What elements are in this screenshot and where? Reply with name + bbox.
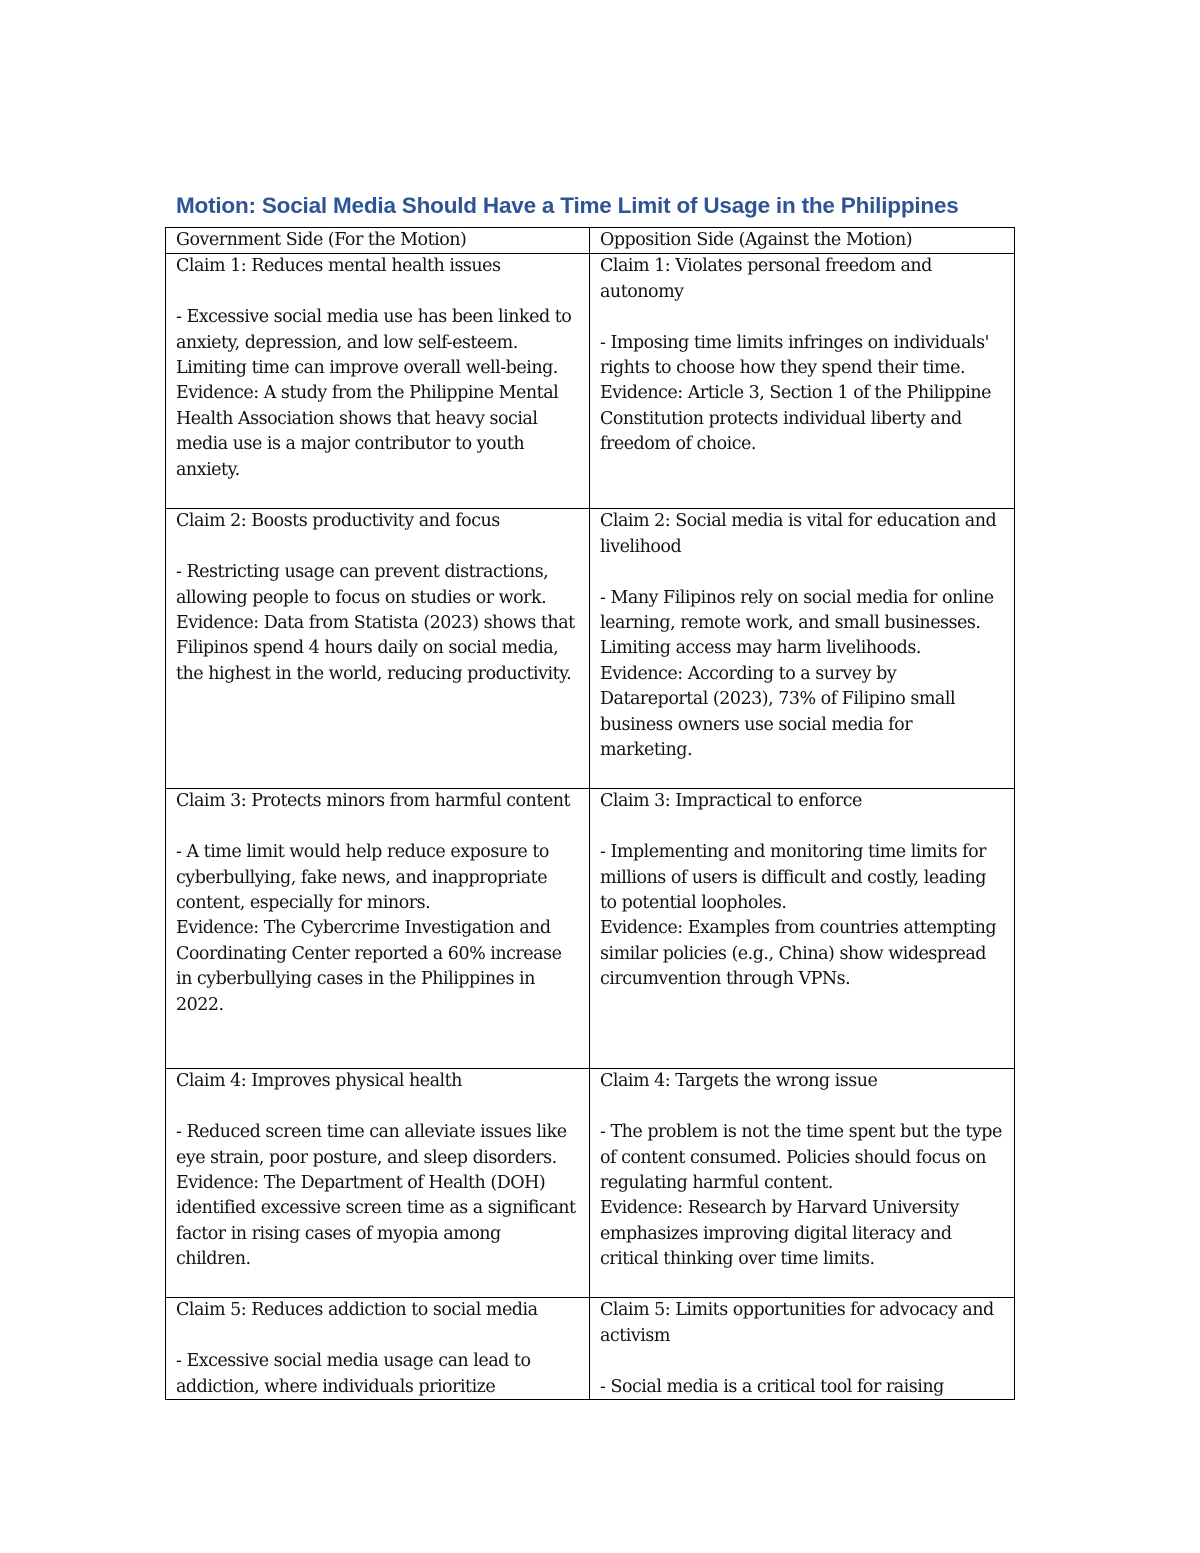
table-header-row xyxy=(166,228,1015,254)
opposition-cell xyxy=(590,1298,1015,1400)
table-row xyxy=(166,509,1015,789)
point-text: - Reduced screen time can alleviate issues like eye strain, poor posture, and sleep disorders. xyxy=(176,1122,567,1168)
claim-text: Claim 1: Violates personal freedom and autonomy xyxy=(600,256,932,302)
government-cell xyxy=(166,1069,590,1298)
opposition-cell xyxy=(590,254,1015,509)
point-text: - Imposing time limits infringes on individuals' rights to choose how they spend their time. xyxy=(600,332,989,379)
point-text: - The problem is not the time spent but the type of content consumed. Policies should focus on regulating harmful content. xyxy=(600,1122,1002,1194)
evidence-text: Evidence: The Department of Health (DOH) identified excessive screen time as a significant factor in rising cases of myopia among children. xyxy=(176,1173,576,1270)
opposition-cell xyxy=(590,509,1015,789)
point-text: - Excessive social media usage can lead to addiction, where individuals prioritize xyxy=(176,1351,531,1397)
table-row xyxy=(166,789,1015,1069)
claim-text: Claim 3: Protects minors from harmful content xyxy=(176,791,571,812)
claim-text: Claim 2: Boosts productivity and focus xyxy=(176,511,500,532)
table-row xyxy=(166,1069,1015,1298)
opposition-cell xyxy=(590,1069,1015,1298)
claim-text: Claim 3: Impractical to enforce xyxy=(600,791,862,812)
evidence-text: Evidence: Data from Statista (2023) shows that Filipinos spend 4 hours daily on social media, the highest in the world, reducing productivity. xyxy=(176,613,575,684)
claim-text: Claim 4: Targets the wrong issue xyxy=(600,1071,878,1092)
evidence-text: Evidence: Research by Harvard University emphasizes improving digital literacy and critical thinking over time limits. xyxy=(600,1198,959,1270)
opposition-cell xyxy=(590,789,1015,1069)
claim-text: Claim 5: Limits opportunities for advocacy and activism xyxy=(600,1300,994,1346)
government-cell xyxy=(166,1298,590,1400)
point-text: - Many Filipinos rely on social media for online learning, remote work, and small businesses. Limiting access may harm livelihoods. xyxy=(600,587,994,659)
evidence-text: Evidence: Examples from countries attempting similar policies (e.g., China) show widespread circumvention through VPNs. xyxy=(600,918,997,990)
claim-text: Claim 4: Improves physical health xyxy=(176,1071,462,1092)
claim-text: Claim 5: Reduces addiction to social media xyxy=(176,1300,538,1321)
government-cell xyxy=(166,509,590,789)
claim-text: Claim 2: Social media is vital for education and livelihood xyxy=(600,511,997,557)
table-row xyxy=(166,1298,1015,1400)
debate-table xyxy=(165,227,1015,1400)
point-text: - A time limit would help reduce exposure to cyberbullying, fake news, and inappropriate content, especially for minors. xyxy=(176,842,549,914)
page-title: Motion: Social Media Should Have a Time Limit of Usage in the Philippines xyxy=(176,193,959,218)
point-text: - Implementing and monitoring time limits for millions of users is difficult and costly, leading to potential loopholes. xyxy=(600,842,987,914)
claim-text: Claim 1: Reduces mental health issues xyxy=(176,256,501,277)
point-text: - Social media is a critical tool for raising xyxy=(600,1376,944,1397)
evidence-text: Evidence: According to a survey by Datareportal (2023), 73% of Filipino small business owners use social media for marketing. xyxy=(600,663,956,761)
opposition-header: Opposition Side (Against the Motion) xyxy=(590,228,1015,254)
government-cell xyxy=(166,254,590,509)
evidence-text: Evidence: A study from the Philippine Mental Health Association shows that heavy social media use is a major contributor to youth anxiety. xyxy=(176,383,559,480)
point-text: - Excessive social media use has been linked to anxiety, depression, and low self-esteem. Limiting time can improve overall well-being. xyxy=(176,307,572,379)
evidence-text: Evidence: The Cybercrime Investigation and Coordinating Center reported a 60% increase in cyberbullying cases in the Philippines in 2022. xyxy=(176,918,562,1015)
evidence-text: Evidence: Article 3, Section 1 of the Philippine Constitution protects individual liberty and freedom of choice. xyxy=(600,383,992,455)
government-header: Government Side (For the Motion) xyxy=(166,228,590,254)
point-text: - Restricting usage can prevent distractions, allowing people to focus on studies or work. xyxy=(176,562,549,608)
government-cell xyxy=(166,789,590,1069)
table-row xyxy=(166,254,1015,509)
